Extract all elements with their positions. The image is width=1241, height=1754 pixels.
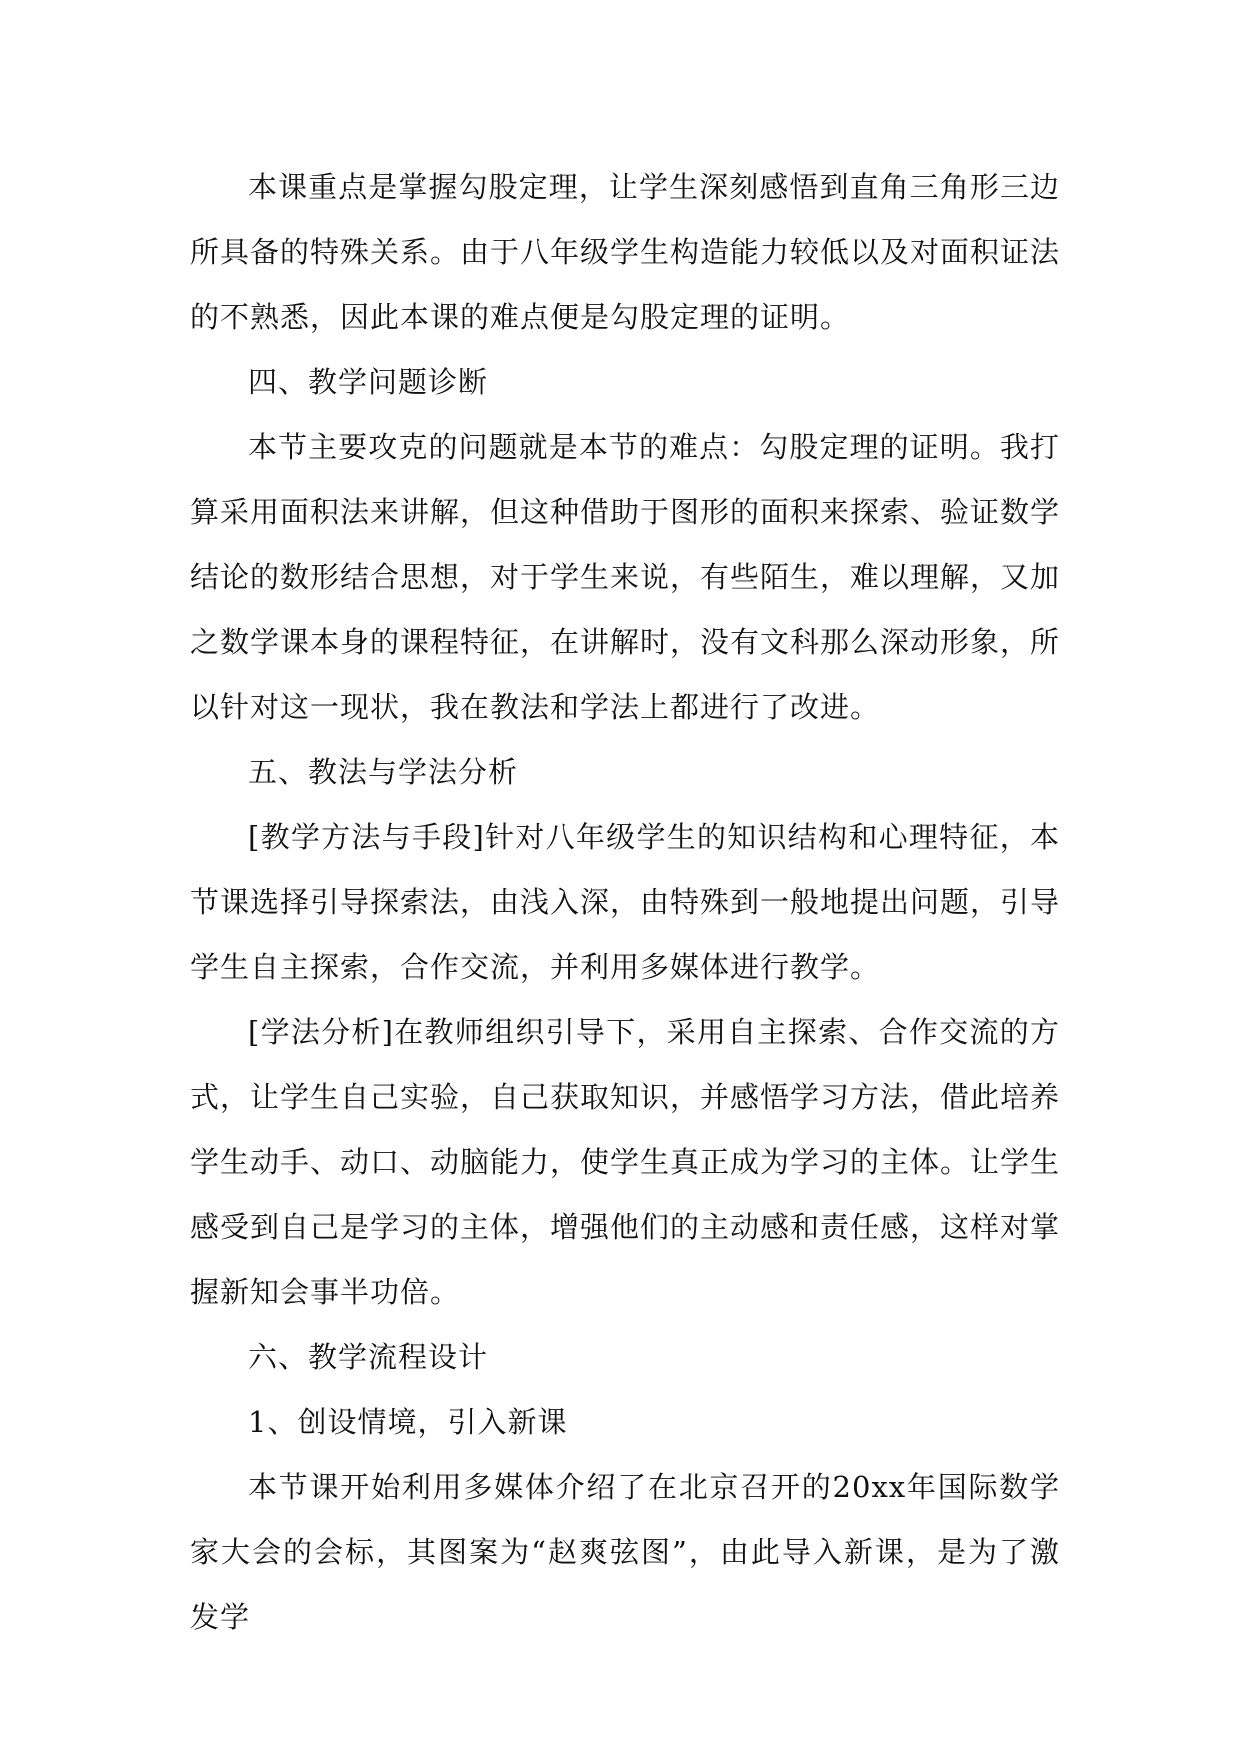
section-heading-4: 四、教学问题诊断 [248,365,489,399]
paragraph-problem-diagnosis: 本节主要攻克的问题就是本节的难点：勾股定理的证明。我打算采用面积法来讲解，但这种借助于图形的面积来探索、验证数学结论的数形结合思想，对于学生来说，有些陌生，难以理解，又加之数学课本身的课程特征，在讲解时，没有文科那么深动形象，所以针对这一现状，我在教法和学法上都进行了改进。 [190,430,1061,724]
paragraph-teaching-methods: [教学方法与手段]针对八年级学生的知识结构和心理特征，本节课选择引导探索法，由浅入深，由特殊到一般地提出问题，引导学生自主探索，合作交流，并利用多媒体进行教学。 [190,820,1061,984]
subsection-heading-1: 1、创设情境，引入新课 [248,1405,568,1439]
section-heading-6: 六、教学流程设计 [248,1340,489,1374]
paragraph-key-points: 本课重点是掌握勾股定理，让学生深刻感悟到直角三角形三边所具备的特殊关系。由于八年级学生构造能力较低以及对面积证法的不熟悉，因此本课的难点便是勾股定理的证明。 [190,170,1061,334]
section-heading-5: 五、教法与学法分析 [248,755,519,789]
document-body [190,155,1060,1650]
paragraph-introduction: 本节课开始利用多媒体介绍了在北京召开的20xx年国际数学家大会的会标，其图案为“赵爽弦图”，由此导入新课，是为了激发学 [190,1470,1060,1634]
paragraph-learning-methods: [学法分析]在教师组织引导下，采用自主探索、合作交流的方式，让学生自己实验，自己获取知识，并感悟学习方法，借此培养学生动手、动口、动脑能力，使学生真正成为学习的主体。让学生感受到自己是学习的主体，增强他们的主动感和责任感，这样对掌握新知会事半功倍。 [190,1015,1061,1309]
